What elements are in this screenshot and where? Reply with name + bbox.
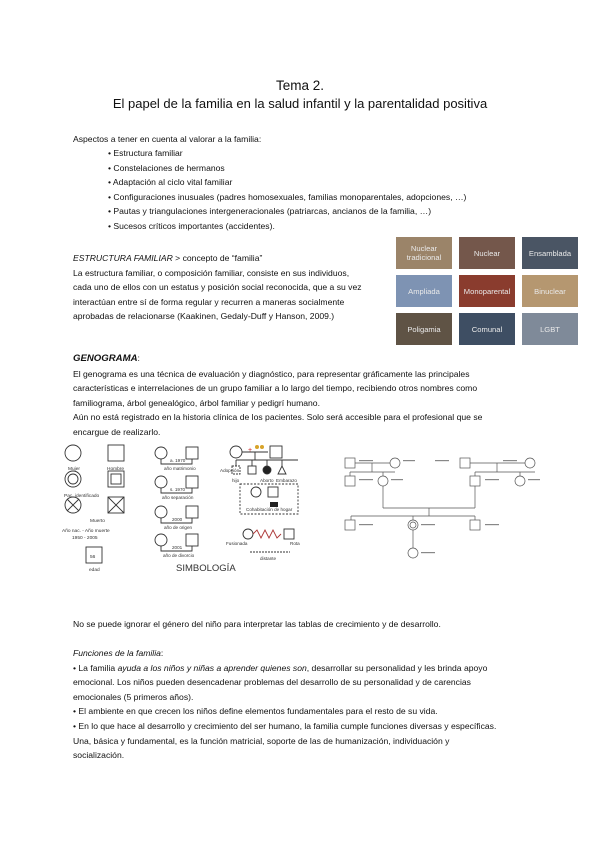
symbol-label: distante xyxy=(260,556,277,561)
symbol-label: Cohabitación de hogar xyxy=(246,507,293,512)
symbol-label: Aborto xyxy=(260,478,274,483)
plus-icon: + xyxy=(248,447,253,454)
heading-colon: : xyxy=(160,648,164,658)
aspects-intro: Aspectos a tener en cuenta al valorar a la familia: xyxy=(73,134,262,144)
paragraph-line: • La familia ayuda a los niños y niñas a aprender quienes son, desarrollar su personalidad y les brinda apoyo xyxy=(73,662,488,673)
marriage-label: año matrimonio xyxy=(164,466,196,471)
family-type-tile: Monoparental xyxy=(459,275,515,307)
list-item: • Constelaciones de hermanos xyxy=(108,161,466,176)
symbol-label: hijo xyxy=(232,478,240,483)
funciones-heading: Funciones de la familia xyxy=(73,648,161,658)
symbol-label: 1950 - 2005 xyxy=(72,536,98,541)
male-symbol xyxy=(108,445,124,461)
adoption-icon xyxy=(255,445,259,449)
list-item: • Configuraciones inusuales (padres homosexuales, familias monoparentales, adopciones, …) xyxy=(108,190,466,205)
symbol-label: Embarazo xyxy=(276,478,297,483)
list-item: • Estructura familiar xyxy=(108,146,466,161)
symbol-label: Año nac. - Año muerte xyxy=(62,529,110,534)
paragraph-line: emocionales (5 primeros años). xyxy=(73,691,194,702)
paragraph-line: aprobadas de relacionarse (Kaakinen, Gedaly-Duff y Hanson, 2009.) xyxy=(73,311,335,322)
symbol-label: 56 xyxy=(90,555,96,560)
estructura-heading xyxy=(73,251,383,266)
paragraph-line: Una, básica y fundamental, es la función matricial, soporte de las de humanización, individuación y xyxy=(73,735,450,746)
symbol-label: Adopción xyxy=(220,468,240,473)
paragraph-line: emocional. Los niños pueden desencadenar problemas del desarrollo de su personalidad y de carencias xyxy=(73,677,471,688)
separation-label: año separación xyxy=(162,495,194,500)
origin-label: año de origen xyxy=(164,525,193,530)
genograma-heading: GENOGRAMA xyxy=(73,353,138,364)
separation-year: s. 1970 xyxy=(170,487,186,492)
paragraph-line: características e interrelaciones de un grupo familiar a lo largo del tiempo, recibiendo otros nombres como xyxy=(73,383,478,394)
symbol-label: Rota xyxy=(290,541,300,546)
family-type-tile: Poligamia xyxy=(396,313,452,345)
page-subtitle: El papel de la familia en la salud infantil y la parentalidad positiva xyxy=(112,96,488,111)
estructura-heading-italic: ESTRUCTURA FAMILIAR xyxy=(73,253,173,263)
symbol-label: Hombre xyxy=(107,467,125,472)
list-item: • Sucesos críticos importantes (accidentes). xyxy=(108,219,466,234)
divorce-year: 2001 xyxy=(172,545,183,550)
paragraph-line: Aún no está registrado en la historia clínica de los pacientes. Solo será accesible para el profesional que se xyxy=(73,412,483,423)
list-item: • Pautas y triangulaciones intergeneracionales (patriarcas, ancianos de la familia, …) xyxy=(108,204,466,219)
family-type-tile: Binuclear xyxy=(522,275,578,307)
female-symbol xyxy=(65,445,81,461)
symbol-label: Muerto xyxy=(90,519,105,524)
paragraph-line: familiograma, árbol genealógico, árbol familiar y pedigrí humano. xyxy=(73,397,320,408)
family-types-grid xyxy=(396,237,578,351)
paragraph-line: cada uno de ellos con un estatus y posición social reconocida, que a su vez xyxy=(73,282,362,293)
paragraph-line: encargue de realizarlo. xyxy=(73,426,161,437)
paragraph-line: interactúan entre sí de forma regular y recurren a maneras socialmente xyxy=(73,296,345,307)
estructura-section xyxy=(73,251,383,324)
symbol-label: Mujer xyxy=(68,467,80,472)
genogram-example-figure xyxy=(325,452,555,584)
paragraph-line: La estructura familiar, o composición familiar, consiste en sus individuos, xyxy=(73,267,350,278)
paragraph-line: • En lo que hace al desarrollo y crecimiento del ser humano, la familia cumple funciones diversas y específicas. xyxy=(73,720,497,731)
page-title: Tema 2. xyxy=(275,78,325,93)
genograma-section xyxy=(73,351,533,440)
genogram-symbols-figure xyxy=(60,440,320,575)
family-type-tile: Nuclear tradicional xyxy=(396,237,452,269)
family-type-tile: Ampliada xyxy=(396,275,452,307)
aspects-list xyxy=(108,146,466,234)
list-item: • Adaptación al ciclo vital familiar xyxy=(108,175,466,190)
origin-year: 2000 xyxy=(172,517,183,522)
divorce-label: año de divorcio xyxy=(163,553,195,558)
estructura-heading-rest: > concepto de “familia” xyxy=(172,253,263,263)
paragraph-line: socialización. xyxy=(73,750,125,761)
gender-note: No se puede ignorar el género del niño para interpretar las tablas de crecimiento y de desarrollo. xyxy=(73,619,441,629)
symbol-label: Pac. identificado xyxy=(64,494,100,499)
symbol-label: edad xyxy=(89,568,100,573)
marriage-year: a. 1970 xyxy=(170,458,186,463)
family-type-tile: Comunal xyxy=(459,313,515,345)
paragraph-line: El genograma es una técnica de evaluación y diagnóstico, para representar gráficamente las principales xyxy=(73,368,470,379)
symbol-label: Fusionada xyxy=(226,541,248,546)
simbologia-label: SIMBOLOGÍA xyxy=(176,563,236,574)
family-type-tile: Ensamblada xyxy=(522,237,578,269)
family-type-tile: Nuclear xyxy=(459,237,515,269)
funciones-section xyxy=(73,646,533,763)
heading-colon: : xyxy=(137,353,140,363)
family-type-tile: LGBT xyxy=(522,313,578,345)
paragraph-line: • El ambiente en que crecen los niños define elementos fundamentales para el resto de su vida. xyxy=(73,706,438,717)
